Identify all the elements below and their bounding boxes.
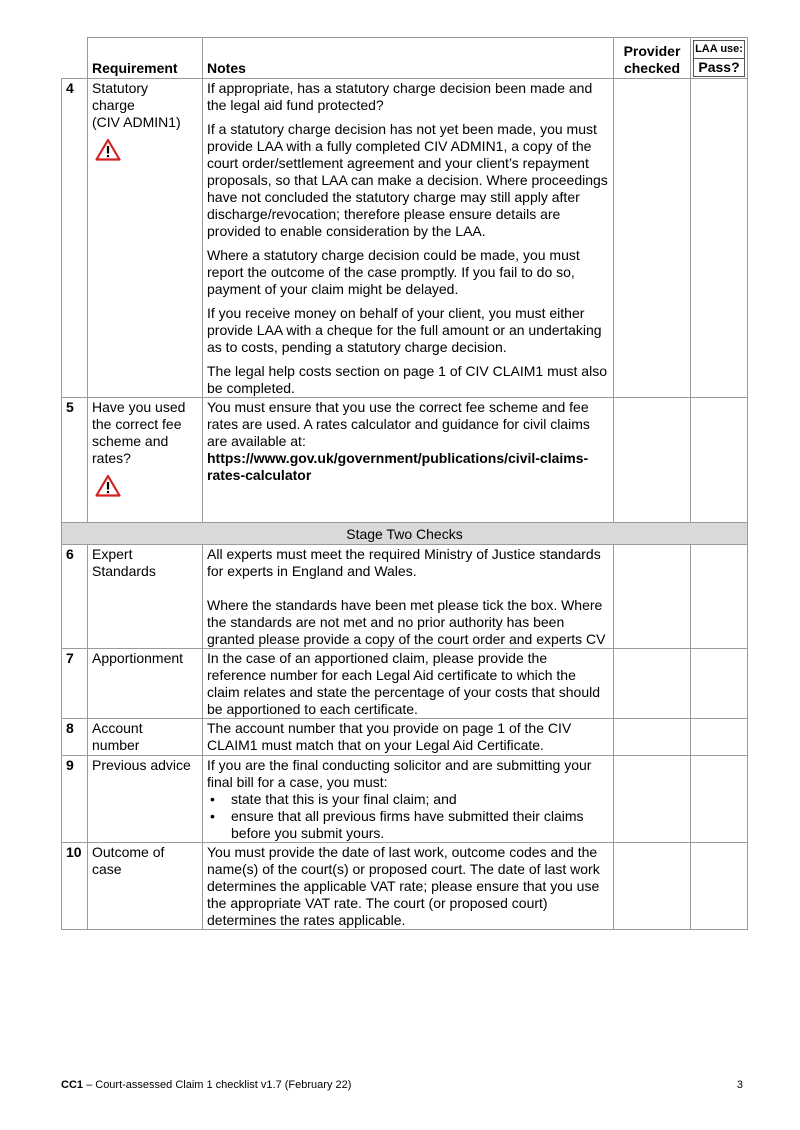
requirement-line: Account [92, 720, 143, 736]
table-row [62, 545, 748, 649]
notes-paragraph: In the case of an apportioned claim, please provide the reference number for each Legal Aid certificate to which the claim relates and state the percentage of your costs that should be apportioned to each certificate. [207, 650, 601, 717]
requirement-cell [88, 719, 203, 756]
header-laa-use [691, 38, 748, 79]
row-number: 10 [62, 843, 88, 930]
notes-paragraph: If appropriate, has a statutory charge decision been made and the legal aid fund protected? [207, 80, 593, 113]
notes-cell [203, 843, 614, 930]
bullet-list [207, 791, 609, 842]
table-row [62, 649, 748, 719]
table-row [62, 79, 748, 398]
notes-paragraph: Where the standards have been met please tick the box. Where the standards are not met and no prior authority has been granted please provide a copy of the court order and experts CV [207, 597, 606, 647]
notes-paragraph: If a statutory charge decision has not yet been made, you must provide LAA with a fully completed CIV ADMIN1, a copy of the court order/settlement agreement and your client’s repayment proposals, so that LAA can make a decision. Where proceedings have not concluded the statutory charge may still apply after discharge/revocation; therefore please ensure details are provided to enable consideration by the LAA. [207, 121, 608, 239]
notes-cell [203, 398, 614, 523]
laa-pass-cell[interactable] [691, 843, 748, 930]
requirement-line: the correct fee [92, 416, 182, 432]
laa-pass-cell[interactable] [691, 79, 748, 398]
notes-cell [203, 719, 614, 756]
requirement-line: (CIV ADMIN1) [92, 114, 181, 130]
provider-checked-cell[interactable] [614, 398, 691, 523]
requirement-cell [88, 398, 203, 523]
list-item: • ensure that all previous firms have submitted their claims before you submit yours. [210, 808, 584, 841]
requirement-line: Standards [92, 563, 156, 579]
notes-paragraph: The account number that you provide on page 1 of the CIV CLAIM1 must match that on your Legal Aid Certificate. [207, 720, 572, 753]
stage-two-heading: Stage Two Checks [62, 523, 748, 545]
requirement-line: Outcome of [92, 844, 165, 860]
notes-paragraph [207, 399, 609, 484]
header-provider-checked: Provider checked [614, 38, 691, 79]
row-number: 4 [62, 79, 88, 398]
provider-checked-cell[interactable] [614, 719, 691, 756]
requirement-line: charge [92, 97, 135, 113]
checklist-table [61, 37, 748, 930]
notes-text: You must ensure that you use the correct fee scheme and fee rates are used. A rates calculator and guidance for civil claims are available at: [207, 399, 590, 449]
laa-pass-cell[interactable] [691, 545, 748, 649]
table-row [62, 843, 748, 930]
footer-document-title [61, 1078, 351, 1092]
requirement-cell [88, 756, 203, 843]
requirement-line: Previous advice [92, 757, 191, 773]
laa-pass-cell[interactable] [691, 398, 748, 523]
row-number: 9 [62, 756, 88, 843]
laa-pass-cell[interactable] [691, 719, 748, 756]
table-row [62, 398, 748, 523]
notes-cell [203, 545, 614, 649]
requirement-cell [88, 843, 203, 930]
notes-paragraph: The legal help costs section on page 1 of CIV CLAIM1 must also be completed. [207, 363, 607, 396]
table-row [62, 756, 748, 843]
page-number: 3 [736, 1079, 743, 1091]
provider-checked-cell[interactable] [614, 843, 691, 930]
requirement-line: number [92, 737, 140, 753]
requirement-line: scheme and [92, 433, 169, 449]
notes-paragraph: All experts must meet the required Ministry of Justice standards for experts in England and Wales. [207, 546, 601, 579]
bullet-icon: • [210, 808, 215, 824]
row-number: 7 [62, 649, 88, 719]
table-row [62, 719, 748, 756]
list-item: • state that this is your final claim; and [210, 791, 457, 807]
notes-paragraph: If you are the final conducting solicitor and are submitting your final bill for a case, you must: [207, 757, 592, 790]
footer-doc-title: – Court-assessed Claim 1 checklist v1.7 (February 22) [83, 1079, 352, 1091]
footer-doc-code: CC1 [61, 1079, 84, 1091]
row-number: 8 [62, 719, 88, 756]
notes-cell [203, 649, 614, 719]
header-requirement: Requirement [88, 38, 203, 79]
notes-cell [203, 79, 614, 398]
requirement-line: case [92, 861, 122, 877]
row-number: 6 [62, 545, 88, 649]
notes-paragraph: You must provide the date of last work, outcome codes and the name(s) of the court(s) or proposed court. The date of last work determines the applicable VAT rate; please ensure that you use the appropriate VAT rate. The court (or proposed court) determines the rates applicable. [207, 844, 600, 928]
requirement-line: Have you used [92, 399, 186, 415]
requirement-line: Apportionment [92, 650, 184, 666]
provider-checked-cell[interactable] [614, 756, 691, 843]
provider-checked-cell[interactable] [614, 79, 691, 398]
requirement-cell [88, 545, 203, 649]
provider-checked-cell[interactable] [614, 545, 691, 649]
notes-paragraph: Where a statutory charge decision could be made, you must report the outcome of the case promptly. If you fail to do so, payment of your claim might be delayed. [207, 247, 580, 297]
requirement-cell [88, 649, 203, 719]
laa-pass-cell[interactable] [691, 649, 748, 719]
warning-triangle-icon [95, 474, 121, 497]
rates-calculator-link[interactable]: https://www.gov.uk/government/publications/civil-claims-rates-calculator [207, 450, 589, 483]
requirement-line: rates? [92, 450, 131, 466]
notes-cell [203, 756, 614, 843]
stage-two-row [62, 523, 748, 545]
requirement-line: Statutory [92, 80, 149, 96]
laa-pass-cell[interactable] [691, 756, 748, 843]
bullet-icon: • [210, 791, 215, 807]
pass-label: Pass? [698, 59, 740, 75]
header-notes: Notes [203, 38, 614, 79]
notes-paragraph: If you receive money on behalf of your client, you must either provide LAA with a cheque for the full amount or an undertaking as to costs, pending a statutory charge decision. [207, 305, 602, 355]
laa-use-label: LAA use: [694, 41, 744, 59]
table-header-row [62, 38, 748, 79]
warning-triangle-icon [95, 138, 121, 161]
provider-checked-cell[interactable] [614, 649, 691, 719]
header-number-cell [62, 38, 88, 79]
row-number: 5 [62, 398, 88, 523]
requirement-line: Expert [92, 546, 133, 562]
requirement-cell [88, 79, 203, 398]
